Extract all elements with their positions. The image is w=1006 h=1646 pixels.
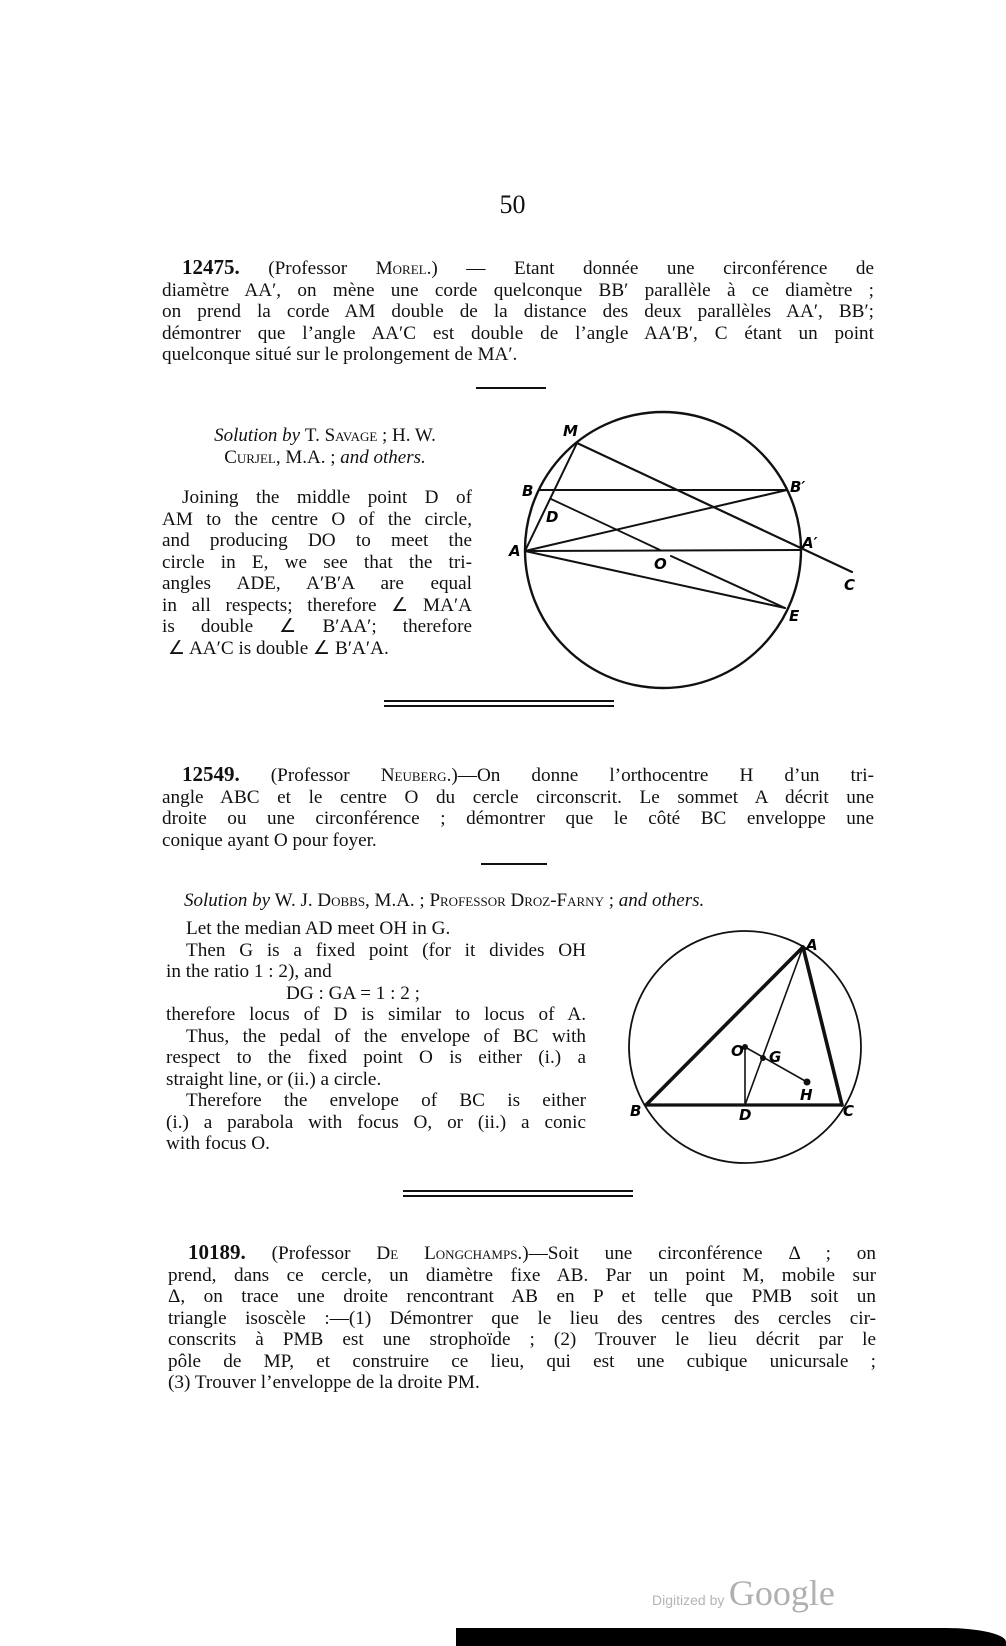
proposer-suffix: .) —: [426, 258, 486, 279]
solution-line: therefore locus of D is similar to locus of A.: [166, 1004, 586, 1025]
solution-line: respect to the fixed point O is either (i.) a: [166, 1047, 586, 1068]
double-rule: [384, 700, 614, 707]
problem-text: Etant donnée une circonférence de: [514, 258, 875, 279]
label-O: O: [731, 1042, 744, 1060]
label-G: G: [769, 1048, 782, 1066]
solution-line: straight line, or (ii.) a circle.: [166, 1068, 382, 1090]
short-rule: [481, 863, 547, 865]
solution-by-label: Solution by: [214, 425, 301, 446]
problem-line: démontrer que l’angle AA′C est double de l’angle AA′B′, C étant un point: [162, 322, 874, 344]
label-A: A: [806, 936, 818, 954]
median-AD: [745, 947, 803, 1105]
scan-edge: [456, 1628, 1006, 1646]
proposer-prefix: (Professor: [270, 765, 381, 786]
problem-12549: [162, 764, 874, 851]
label-B: B: [522, 482, 534, 500]
solution-equation: DG : GA = 1 : 2 ;: [286, 982, 420, 1004]
problem-line: diamètre AA′, on mène une corde quelconque BB′ parallèle à ce diamètre ;: [162, 279, 874, 301]
problem-line: pôle de MP, et construire ce lieu, qui est une cubique unicursale ;: [168, 1350, 876, 1372]
label-Bp: B′: [790, 478, 806, 496]
problem-line: droite ou une circonférence ; démontrer que le côté BC enveloppe une: [162, 808, 874, 829]
label-Ap: A′: [802, 534, 818, 552]
double-rule: [403, 1190, 633, 1197]
label-D: D: [546, 508, 559, 526]
proposer-prefix: (Professor: [268, 258, 376, 279]
problem-number: 12475.: [182, 255, 240, 279]
problem-line: quelconque situé sur le prolongement de MA′.: [162, 344, 518, 365]
solution-line: in all respects; therefore ∠ MA′A: [162, 594, 472, 616]
solution-line: in the ratio 1 : 2), and: [166, 961, 332, 982]
watermark-prefix: Digitized by: [652, 1592, 725, 1608]
and-others: and others.: [618, 890, 705, 911]
solution-line: with focus O.: [166, 1133, 270, 1154]
google-logo: Google: [728, 1573, 835, 1613]
problem-line: prend, dans ce cercle, un diamètre fixe AB. Par un point M, mobile sur: [168, 1264, 876, 1286]
problem-line: (3) Trouver l’enveloppe de la droite PM.: [168, 1372, 480, 1393]
figure-circle-chords: [0, 0, 1006, 760]
line-DO: [551, 499, 660, 550]
label-C: C: [844, 576, 856, 594]
problem-line: conique ayant O pour foyer.: [162, 829, 377, 851]
label-M: M: [563, 422, 578, 440]
point-H: [804, 1079, 810, 1085]
problem-line: angle ABC et le centre O du cercle circonscrit. Le sommet A décrit une: [162, 786, 874, 808]
point-G: [761, 1056, 766, 1061]
solution-line: Joining the middle point D of: [182, 487, 472, 508]
problem-text: On donne l’orthocentre H d’un tri-: [476, 765, 875, 786]
solution-line: ∠ AA′C is double ∠ B′A′A.: [168, 637, 389, 659]
label-B: B: [630, 1102, 642, 1120]
problem-text: Soit une circonférence Δ ; on: [547, 1243, 876, 1264]
problem-line: triangle isoscèle :—(1) Démontrer que le lieu des centres des cercles cir-: [168, 1307, 876, 1329]
problem-first-line: [162, 764, 874, 787]
solution-line: Thus, the pedal of the envelope of BC with: [186, 1025, 586, 1047]
page-number: 50: [499, 190, 526, 219]
problem-10189: [168, 1242, 876, 1394]
proposer-suffix: .)—: [517, 1243, 548, 1264]
label-D: D: [739, 1106, 752, 1124]
digitized-by-google-watermark: [652, 1572, 835, 1614]
solution-line: Then G is a fixed point (for it divides OH: [186, 939, 586, 961]
solver-names: W. J. Dobbs, M.A. ; Professor Droz-Farny ;: [274, 890, 614, 911]
proposer-prefix: (Professor: [271, 1243, 377, 1264]
solution-line: AM to the centre O of the circle,: [162, 508, 472, 530]
label-O: O: [654, 555, 667, 573]
problem-line: on prend la corde AM double de la distance des deux parallèles AA′, BB′;: [162, 301, 874, 322]
problem-first-line: [168, 1242, 876, 1265]
proposer-name: De Longchamps: [376, 1243, 518, 1264]
problem-line: Δ, on trace une droite rencontrant AB en P et telle que PMB soit un: [168, 1286, 876, 1307]
solver-names: T. Savage ; H. W.: [304, 425, 436, 446]
problem-number: 12549.: [182, 762, 240, 786]
solution-line: angles ADE, A′B′A are equal: [162, 573, 472, 594]
and-others: and others.: [340, 447, 426, 468]
problem-line: conscrits à PMB est une strophoïde ; (2) Trouver le lieu décrit par le: [168, 1329, 876, 1350]
label-E: E: [789, 607, 800, 625]
solution-line: and producing DO to meet the: [162, 530, 472, 551]
solver-names: Curjel, M.A. ;: [224, 447, 336, 468]
proposer-name: Morel: [375, 258, 427, 279]
solution-line: Therefore the envelope of BC is either: [186, 1090, 586, 1111]
diameter-AAp: [525, 550, 801, 551]
proposer-suffix: .)—: [446, 765, 477, 786]
side-AB: [646, 947, 803, 1105]
solution-line: circle in E, we see that the tri-: [162, 551, 472, 573]
label-A: A: [509, 542, 521, 560]
solution-by-label: Solution by: [184, 890, 271, 911]
line-ABp: [525, 490, 787, 551]
label-C: C: [843, 1102, 855, 1120]
figure-triangle-circle: [0, 880, 1006, 1200]
problem-number: 10189.: [188, 1240, 246, 1264]
label-H: H: [800, 1086, 813, 1104]
solution-line: Let the median AD meet OH in G.: [186, 918, 451, 939]
line-OE: [671, 556, 785, 608]
solution-line: is double ∠ B′AA′; therefore: [162, 616, 472, 637]
proposer-name: Neuberg: [380, 765, 447, 786]
solution-line: (i.) a parabola with focus O, or (ii.) a conic: [166, 1111, 586, 1133]
